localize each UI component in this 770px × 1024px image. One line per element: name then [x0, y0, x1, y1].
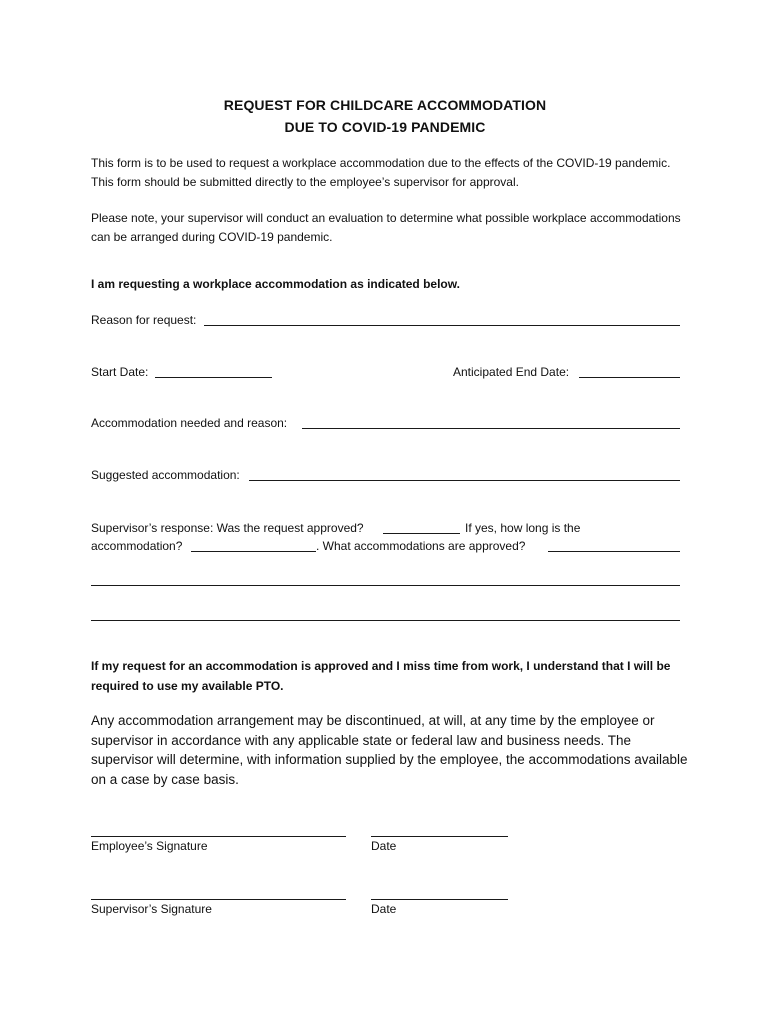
request-heading: I am requesting a workplace accommodation as indicated below. [91, 277, 460, 291]
pto-notice: If my request for an accommodation is approved and I miss time from work, I understand that I will be required to use my available PTO. [91, 659, 671, 693]
suggested-accommodation-label: Suggested accommodation: [91, 468, 240, 482]
suggested-accommodation-field[interactable] [249, 480, 680, 481]
blank-line-2[interactable] [91, 620, 680, 621]
approved-accommodations-field[interactable] [548, 551, 680, 552]
intro-paragraph-2: Please note, your supervisor will conduct an evaluation to determine what possible workplace accommodations can be arranged during COVID-19 pandemic. [91, 211, 681, 244]
supervisor-response-label: Supervisor’s response: Was the request approved? [91, 521, 364, 535]
disclaimer-paragraph: Any accommodation arrangement may be discontinued, at will, at any time by the employee or supervisor in accordance with any applicable state or federal law and business needs. The supervisor will determine, with information supplied by the employee, the accommodations available on a case by case basis. [91, 713, 688, 787]
employee-date-label: Date [371, 839, 397, 853]
approved-accommodations-label: . What accommodations are approved? [316, 539, 526, 553]
form-title-line-1: REQUEST FOR CHILDCARE ACCOMMODATION [223, 97, 547, 113]
form-title-line-2: DUE TO COVID-19 PANDEMIC [284, 119, 486, 135]
reason-label: Reason for request: [91, 313, 197, 327]
employee-signature-line[interactable] [91, 836, 346, 837]
employee-signature-label: Employee’s Signature [91, 839, 208, 853]
intro-paragraph-1: This form is to be used to request a workplace accommodation due to the effects of the COVID-19 pandemic. This form should be submitted directly to the employee’s supervisor for approval. [91, 156, 671, 189]
request-approved-field[interactable] [383, 533, 460, 534]
accommodation-needed-label: Accommodation needed and reason: [91, 416, 288, 430]
start-date-field[interactable] [155, 377, 272, 378]
end-date-label: Anticipated End Date: [453, 365, 570, 379]
how-long-label: If yes, how long is the [465, 521, 581, 535]
supervisor-signature-label: Supervisor’s Signature [91, 902, 212, 916]
supervisor-date-label: Date [371, 902, 397, 916]
accommodation-duration-field[interactable] [191, 551, 316, 552]
blank-line-1[interactable] [91, 585, 680, 586]
supervisor-signature-line[interactable] [91, 899, 346, 900]
employee-date-line[interactable] [371, 836, 508, 837]
end-date-field[interactable] [579, 377, 680, 378]
reason-field[interactable] [204, 325, 680, 326]
supervisor-date-line[interactable] [371, 899, 508, 900]
accommodation-duration-label: accommodation? [91, 539, 183, 553]
start-date-label: Start Date: [91, 365, 149, 379]
accommodation-needed-field[interactable] [302, 428, 680, 429]
